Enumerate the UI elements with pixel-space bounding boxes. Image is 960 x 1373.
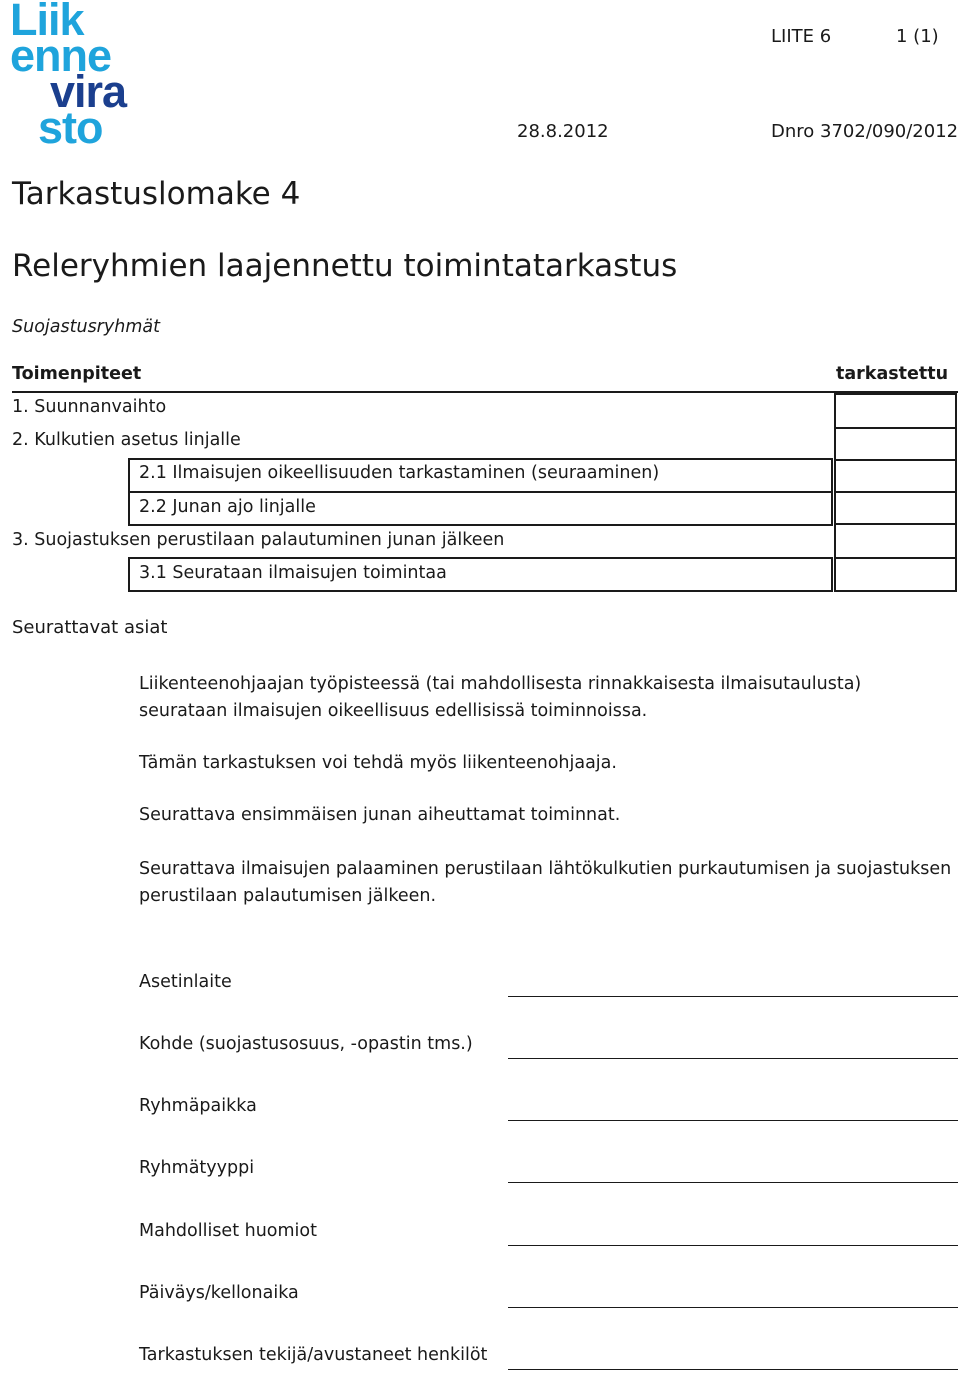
paragraph-2: Tämän tarkastuksen voi tehdä myös liikenteenohjaaja.: [139, 753, 617, 773]
action-row-4: 2.2 Junan ajo linjalle: [139, 497, 316, 517]
checkbox-row-5[interactable]: [834, 523, 957, 559]
field-line-interlocking[interactable]: [508, 996, 958, 997]
table-top-rule: [12, 391, 958, 393]
page-number: 1 (1): [896, 26, 939, 47]
field-line-group-location[interactable]: [508, 1120, 958, 1121]
action-row-1: 1. Suunnanvaihto: [12, 397, 167, 417]
logo-line-1: Liik: [10, 0, 84, 45]
column-header-checked: tarkastettu: [836, 364, 949, 384]
field-line-datetime[interactable]: [508, 1307, 958, 1308]
section-heading: Suojastusryhmät: [12, 317, 160, 337]
row-rule: [128, 491, 833, 493]
action-row-6: 3.1 Seurataan ilmaisujen toimintaa: [139, 563, 447, 583]
field-label-interlocking: Asetinlaite: [139, 972, 232, 992]
field-label-target: Kohde (suojastusosuus, -opastin tms.): [139, 1034, 473, 1054]
logo-line-4: sto: [38, 102, 103, 153]
checkbox-row-1[interactable]: [834, 393, 957, 429]
action-row-5: 3. Suojastuksen perustilaan palautuminen junan jälkeen: [12, 530, 505, 550]
field-line-target[interactable]: [508, 1058, 958, 1059]
row-rule: [128, 458, 833, 460]
checkbox-row-4[interactable]: [834, 491, 957, 525]
checkbox-row-2[interactable]: [834, 427, 957, 461]
document-reference: Dnro 3702/090/2012: [771, 121, 959, 142]
field-label-inspector: Tarkastuksen tekijä/avustaneet henkilöt: [139, 1345, 488, 1365]
field-label-remarks: Mahdolliset huomiot: [139, 1221, 317, 1241]
field-line-group-type[interactable]: [508, 1182, 958, 1183]
document-date: 28.8.2012: [517, 121, 609, 142]
followed-heading: Seurattavat asiat: [12, 617, 168, 638]
field-label-group-type: Ryhmätyyppi: [139, 1158, 255, 1178]
field-label-datetime: Päiväys/kellonaika: [139, 1283, 299, 1303]
logo-line-3: vira: [50, 66, 127, 117]
row-side-rule: [128, 557, 130, 592]
row-rule: [128, 590, 833, 592]
page-subtitle: Releryhmien laajennettu toimintatarkastus: [12, 248, 678, 284]
liikennevirasto-logo: [10, 0, 145, 153]
logo-line-2: enne: [10, 30, 112, 81]
paragraph-3: Seurattava ensimmäisen junan aiheuttamat toiminnat.: [139, 805, 621, 825]
paragraph-1: Liikenteenohjaajan työpisteessä (tai mahdollisesta rinnakkaisesta ilmaisutaulusta) seurataan ilmaisujen oikeellisuus edellisissä toiminnoissa.: [139, 674, 862, 721]
row-side-rule: [831, 491, 833, 525]
field-label-group-location: Ryhmäpaikka: [139, 1096, 257, 1116]
row-side-rule: [831, 557, 833, 592]
row-side-rule: [128, 491, 130, 525]
checkbox-row-3[interactable]: [834, 459, 957, 493]
row-rule: [128, 557, 833, 559]
attachment-label: LIITE 6: [771, 26, 832, 47]
action-row-2: 2. Kulkutien asetus linjalle: [12, 430, 241, 450]
action-row-3: 2.1 Ilmaisujen oikeellisuuden tarkastaminen (seuraaminen): [139, 463, 660, 483]
row-rule: [128, 524, 833, 526]
paragraph-4: Seurattava ilmaisujen palaaminen perustilaan lähtökulkutien purkautumisen ja suojastuksen perustilaan palautumisen jälkeen.: [139, 859, 952, 906]
row-side-rule: [128, 458, 130, 492]
page-title: Tarkastuslomake 4: [12, 176, 301, 212]
field-line-inspector[interactable]: [508, 1369, 958, 1370]
row-side-rule: [831, 458, 833, 492]
field-line-remarks[interactable]: [508, 1245, 958, 1246]
checkbox-row-6[interactable]: [834, 557, 957, 592]
column-header-actions: Toimenpiteet: [12, 364, 142, 384]
